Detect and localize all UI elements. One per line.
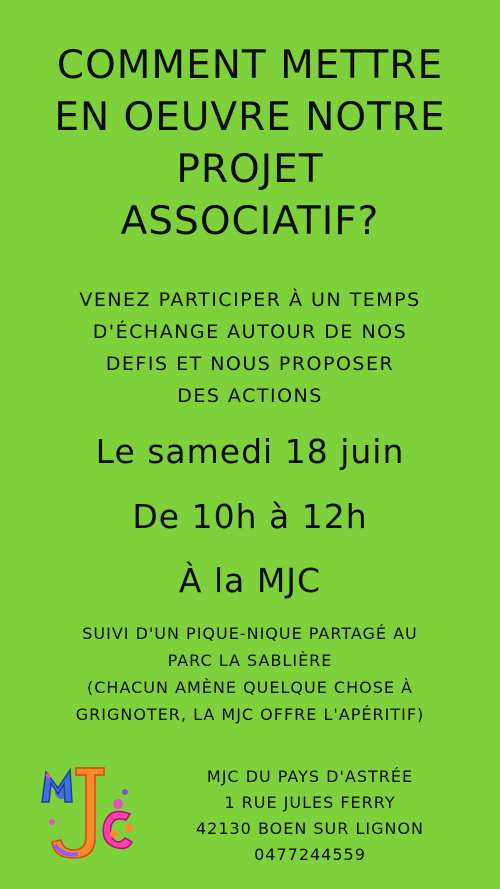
phone-number: 0477244559 [254,845,366,864]
mjc-logo-graphic [32,762,142,872]
note-line: SUIVI D'UN PIQUE-NIQUE PARTAGÉ AU [82,624,418,643]
logo-text: MJC [68,866,70,867]
address-block [150,764,470,868]
address-line: MJC DU PAYS D'ASTRÉE [206,767,414,786]
event-date: Le samedi 18 juin [95,432,405,471]
note-line: PARC LA SABLIÈRE [167,651,333,670]
address-line: 1 RUE JULES FERRY [224,793,396,812]
note-line: (CHACUN AMÈNE QUELQUE CHOSE À [87,678,413,697]
event-hours: De 10h à 12h [132,497,368,536]
poster-title [0,40,500,248]
poster-subtitle [0,284,500,412]
subtitle-line: D'ÉCHANGE AUTOUR DE NOS [92,321,408,343]
title-line: EN OEUVRE NOTRE [54,95,446,140]
mjc-logo [32,762,142,872]
subtitle-line: DES ACTIONS [177,385,323,407]
title-line: PROJET [176,147,324,192]
picnic-note [0,620,500,728]
subtitle-line: VENEZ PARTICIPER À UN TEMPS [79,289,421,311]
title-line: COMMENT METTRE [56,43,444,88]
title-line: ASSOCIATIF? [120,199,380,244]
note-line: GRIGNOTER, LA MJC OFFRE L'APÉRITIF) [75,705,425,724]
subtitle-line: DEFIS ET NOUS PROPOSER [105,353,395,375]
event-place: À la MJC [178,561,322,600]
address-line: 42130 BOEN SUR LIGNON [195,819,425,838]
